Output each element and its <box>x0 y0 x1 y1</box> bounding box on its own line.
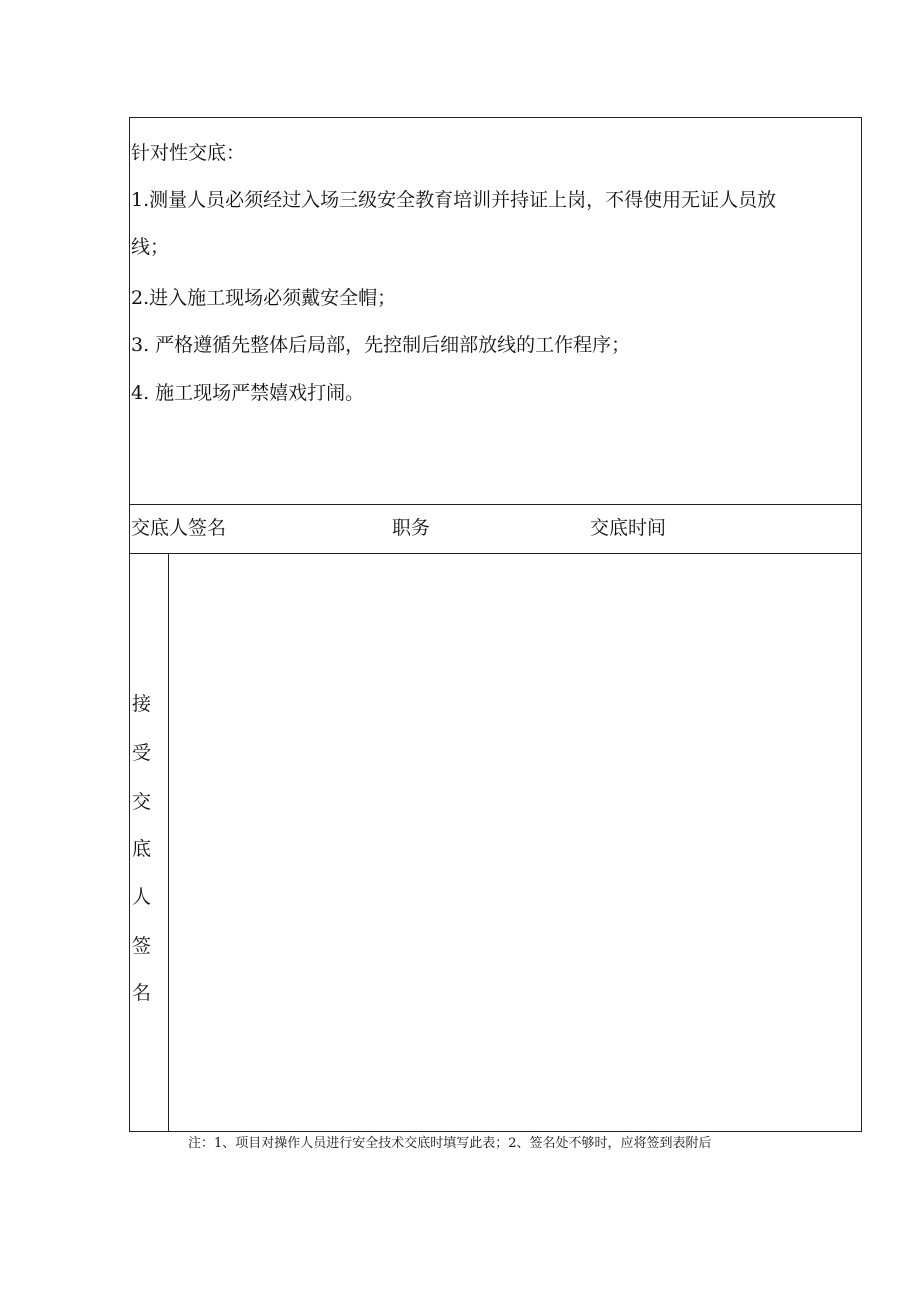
receiver-label-char: 签 <box>132 935 152 957</box>
disclosure-form-table <box>129 117 862 1132</box>
receiver-section <box>130 554 861 1131</box>
disclosure-content-cell <box>130 118 861 505</box>
time-label: 交底时间 <box>590 517 667 539</box>
receiver-label-char: 人 <box>132 886 152 908</box>
content-heading: 针对性交底： <box>131 142 246 164</box>
content-line-1: 1.测量人员必须经过入场三级安全教育培训并持证上岗，不得使用无证人员放 <box>131 189 777 211</box>
footnote: 注：1、项目对操作人员进行安全技术交底时填写此表；2、签名处不够时，应将签到表附后 <box>188 1136 712 1151</box>
receiver-label-char: 交 <box>132 791 152 813</box>
receiver-signature-area[interactable] <box>169 554 861 1131</box>
signer-row <box>130 505 861 554</box>
receiver-label-char: 受 <box>132 742 152 764</box>
content-line-2: 2.进入施工现场必须戴安全帽； <box>131 287 397 309</box>
receiver-label-char: 名 <box>132 982 152 1004</box>
content-line-1-continued: 线； <box>131 236 170 258</box>
content-line-3: 3. 严格遵循先整体后局部，先控制后细部放线的工作程序； <box>131 334 631 356</box>
receiver-label-cell <box>130 554 169 1131</box>
content-line-4: 4. 施工现场严禁嬉戏打闹。 <box>131 382 365 404</box>
receiver-label-char: 接 <box>132 693 152 715</box>
signer-label: 交底人签名 <box>131 517 227 539</box>
position-label: 职务 <box>392 517 431 539</box>
receiver-label-char: 底 <box>132 838 152 860</box>
